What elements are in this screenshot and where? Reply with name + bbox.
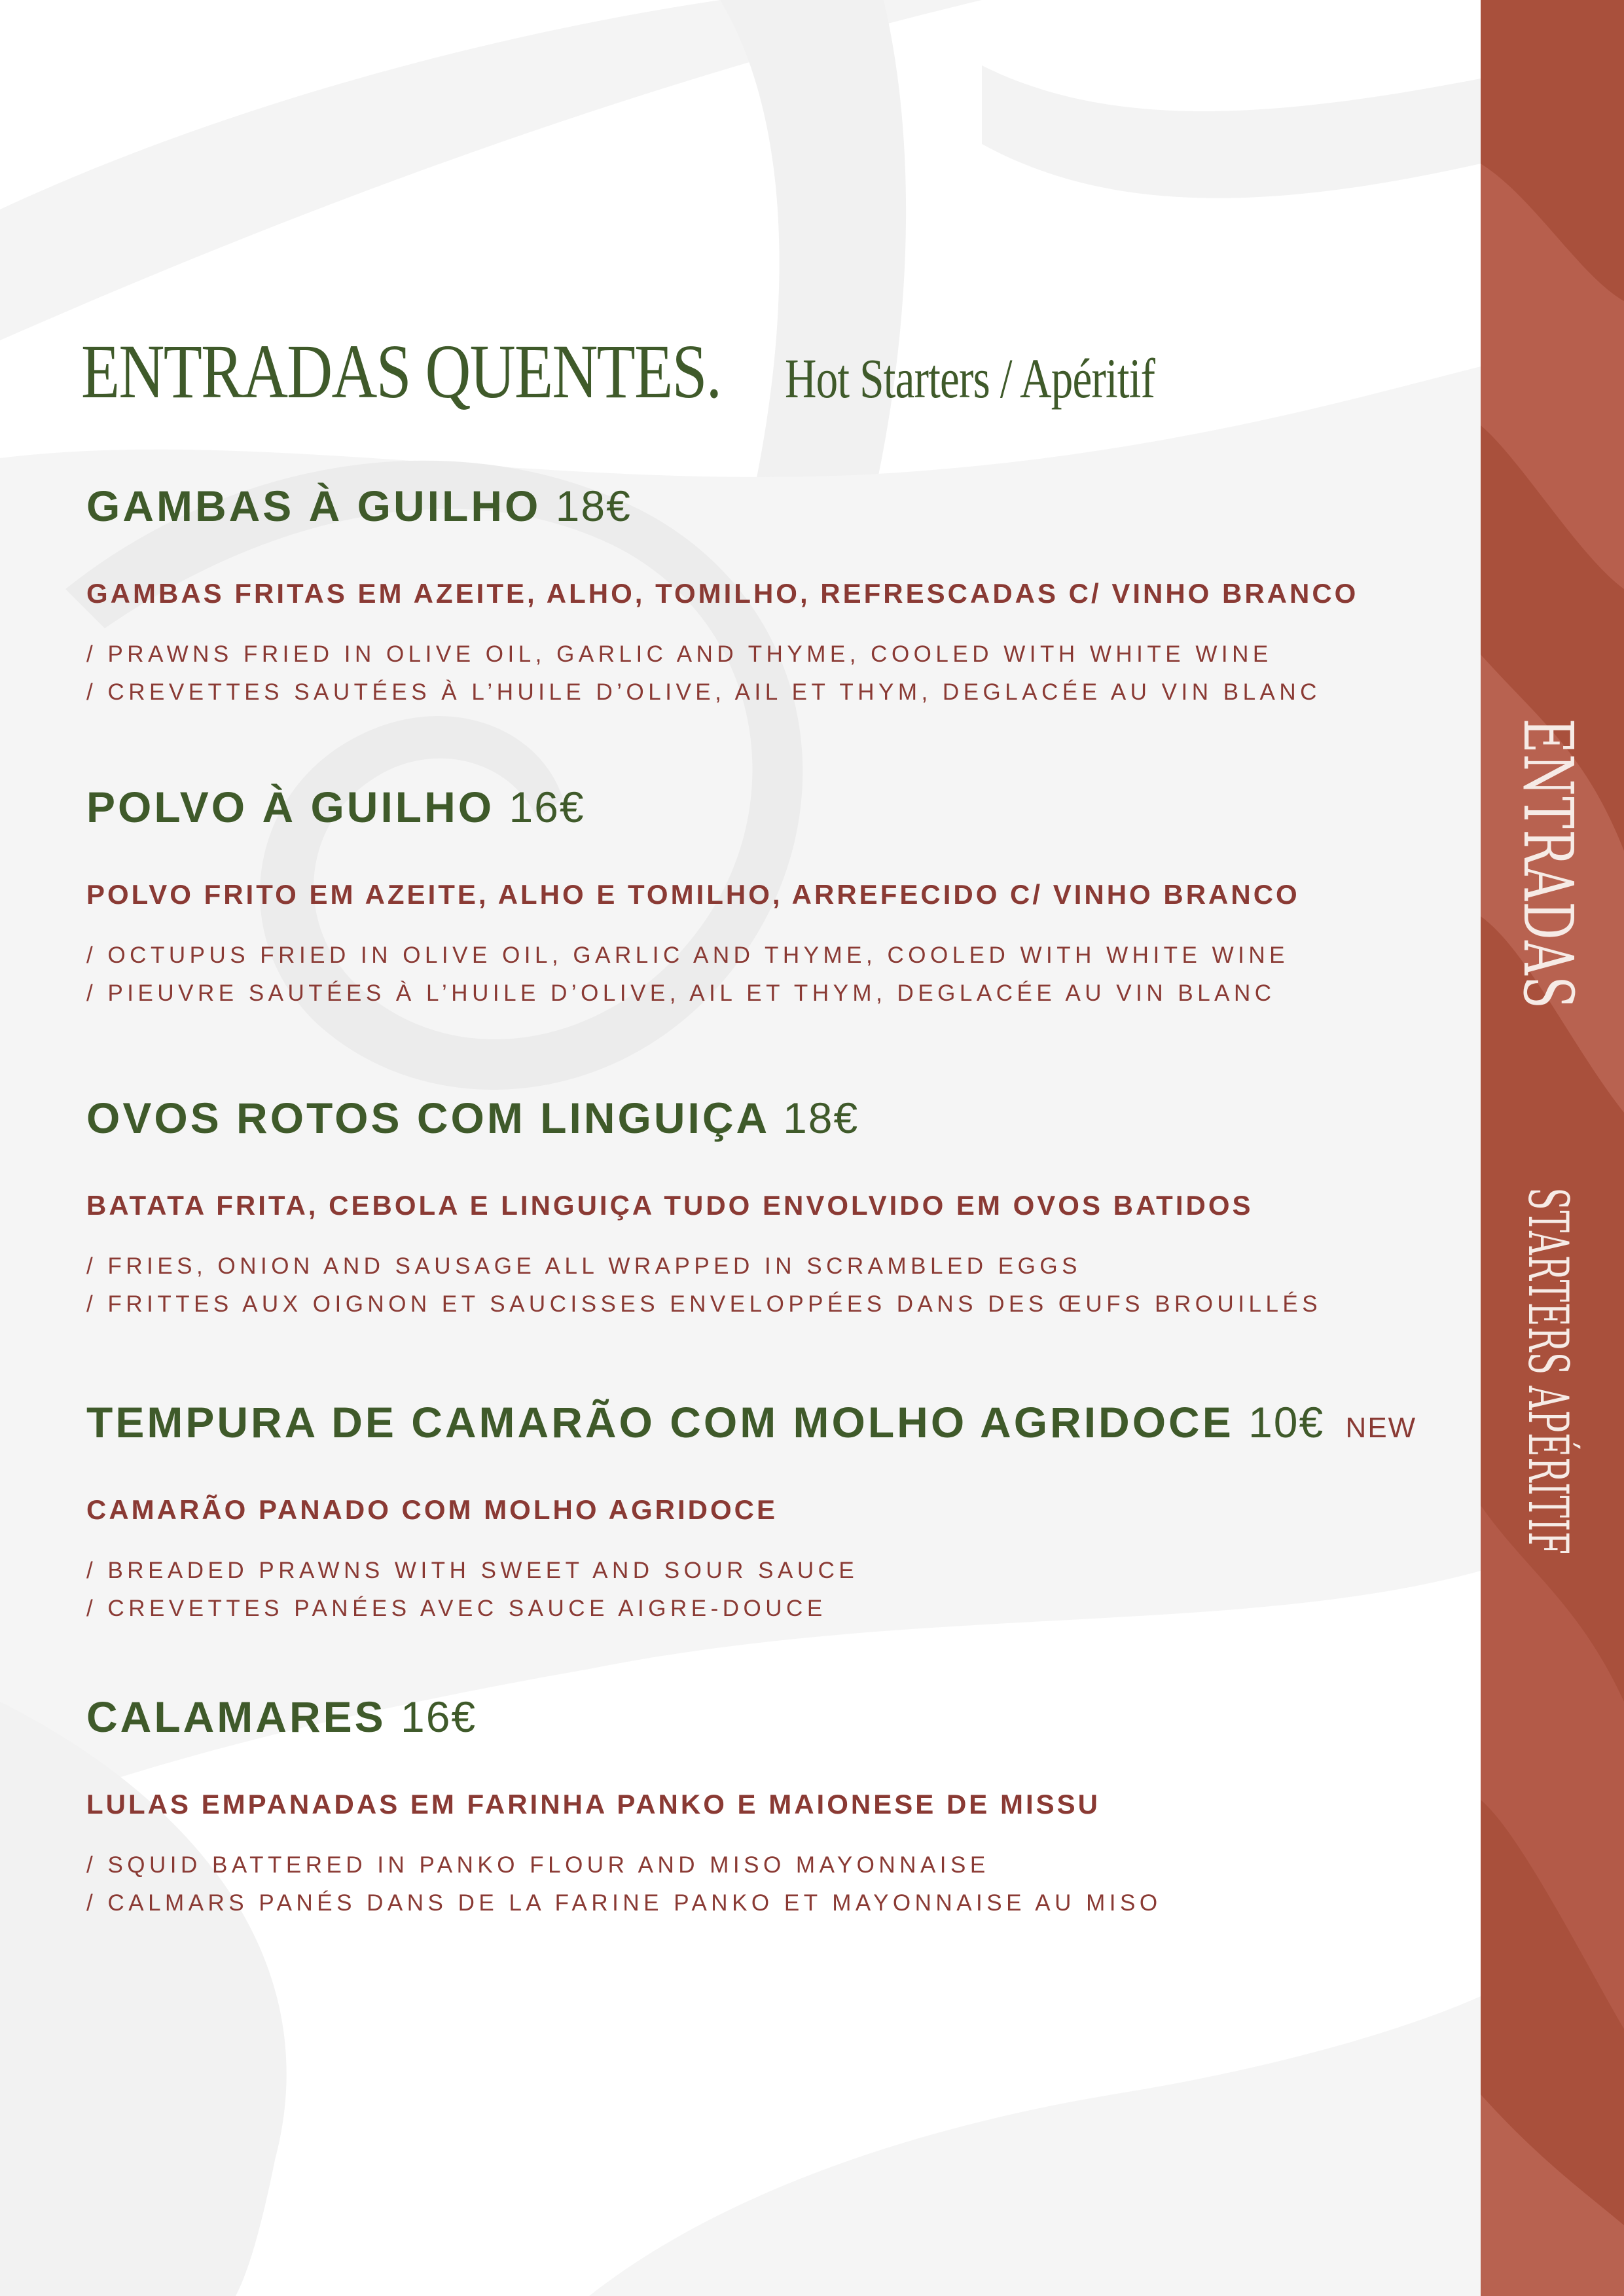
new-badge: NEW [1345,1412,1417,1444]
menu-item-price: 16€ [509,783,585,831]
menu-item-calamares [86,1692,1162,1922]
menu-item-description-pt: LULAS EMPANADAS EM FARINHA PANKO E MAIONESE DE MISSU [86,1789,1100,1820]
menu-item-title: CALAMARES [86,1693,386,1741]
menu-item-title: GAMBAS À GUILHO [86,482,541,530]
menu-item-description-en: / SQUID BATTERED IN PANKO FLOUR AND MISO MAYONNAISE [86,1852,990,1878]
menu-item-description-pt: GAMBAS FRITAS EM AZEITE, ALHO, TOMILHO, REFRESCADAS C/ VINHO BRANCO [86,578,1359,609]
menu-item-name [86,481,1358,531]
menu-item-gambas [86,481,1358,711]
menu-item-tempura [86,1397,1416,1628]
menu-item-price: 16€ [401,1693,477,1741]
menu-item-description-en: / BREADED PRAWNS WITH SWEET AND SOUR SAUCE [86,1558,859,1583]
menu-item-polvo [86,782,1300,1013]
menu-item-description-pt: BATATA FRITA, CEBOLA E LINGUIÇA TUDO ENVOLVIDO EM OVOS BATIDOS [86,1190,1254,1221]
side-band-primary-label: ENTRADAS [1508,718,1588,1010]
side-band [1481,0,1624,2296]
side-band-secondary-label: STARTERS APÉRITIF [1516,1187,1580,1555]
menu-item-name [86,1692,1162,1742]
menu-item-price: 10€ [1248,1398,1325,1446]
menu-item-title: POLVO À GUILHO [86,783,495,831]
menu-item-description-pt: CAMARÃO PANADO COM MOLHO AGRIDOCE [86,1494,778,1525]
menu-item-price: 18€ [555,482,632,530]
menu-item-title: TEMPURA DE CAMARÃO COM MOLHO AGRIDOCE [86,1398,1234,1446]
menu-item-description-en: / PRAWNS FRIED IN OLIVE OIL, GARLIC AND THYME, COOLED WITH WHITE WINE [86,641,1272,667]
menu-item-ovos-rotos [86,1093,1322,1323]
menu-item-description-fr: / CREVETTES PANÉES AVEC SAUCE AIGRE-DOUCE [86,1596,827,1621]
menu-item-name [86,782,1300,832]
menu-item-name [86,1397,1416,1447]
page-title-subtitle: Hot Starters / Apéritif [785,347,1155,410]
menu-item-price: 18€ [783,1094,859,1142]
menu-item-description-en: / OCTUPUS FRIED IN OLIVE OIL, GARLIC AND THYME, COOLED WITH WHITE WINE [86,942,1290,968]
menu-item-title: OVOS ROTOS COM LINGUIÇA [86,1094,768,1142]
menu-item-description-pt: POLVO FRITO EM AZEITE, ALHO E TOMILHO, ARREFECIDO C/ VINHO BRANCO [86,879,1300,910]
menu-item-description-en: / FRIES, ONION AND SAUSAGE ALL WRAPPED IN SCRAMBLED EGGS [86,1253,1081,1279]
side-band-texture [1481,0,1624,2296]
menu-item-description-fr: / CREVETTES SAUTÉES À L’HUILE D’OLIVE, AIL ET THYM, DEGLACÉE AU VIN BLANC [86,679,1321,705]
menu-item-description-fr: / FRITTES AUX OIGNON ET SAUCISSES ENVELOPPÉES DANS DES ŒUFS BROUILLÉS [86,1291,1322,1317]
menu-item-name [86,1093,1322,1143]
page-title [81,327,1155,416]
page-title-main: ENTRADAS QUENTES. [81,329,721,414]
menu-item-description-fr: / PIEUVRE SAUTÉES À L’HUILE D’OLIVE, AIL ET THYM, DEGLACÉE AU VIN BLANC [86,980,1276,1006]
menu-item-description-fr: / CALMARS PANÉS DANS DE LA FARINE PANKO ET MAYONNAISE AU MISO [86,1890,1162,1916]
